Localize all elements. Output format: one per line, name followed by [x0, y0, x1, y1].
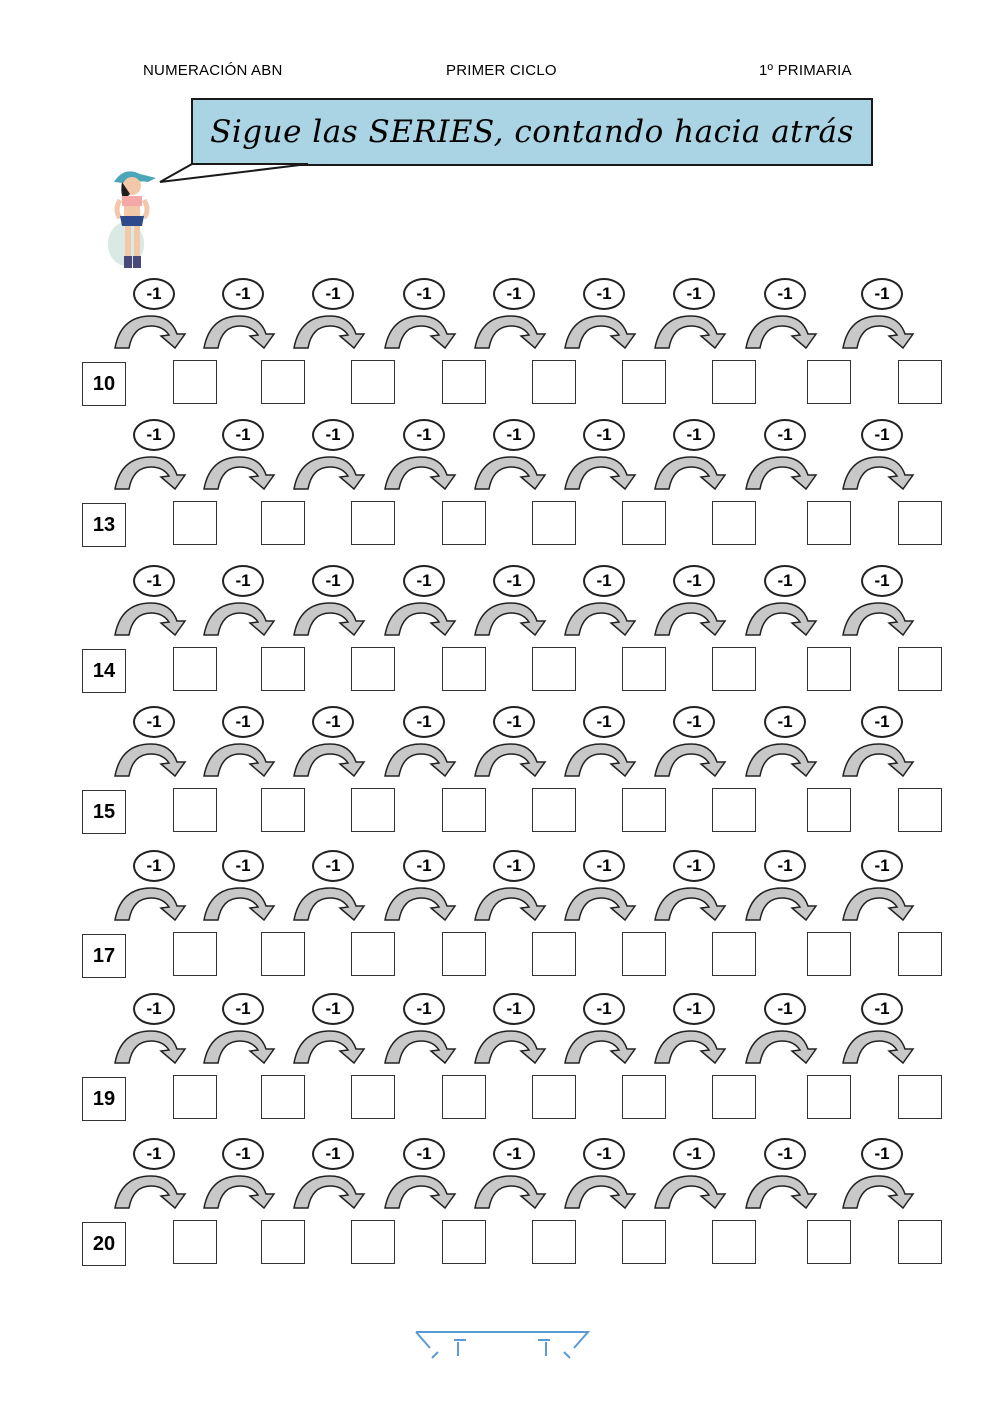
- answer-box[interactable]: [532, 1075, 576, 1119]
- answer-box[interactable]: [622, 1075, 666, 1119]
- minus-one-step-label: -1: [312, 278, 354, 310]
- minus-one-step-label: -1: [764, 706, 806, 738]
- minus-one-step-label: -1: [764, 850, 806, 882]
- answer-box[interactable]: [622, 932, 666, 976]
- answer-box[interactable]: [807, 1220, 851, 1264]
- answer-box[interactable]: [261, 647, 305, 691]
- answer-box[interactable]: [622, 360, 666, 404]
- answer-box[interactable]: [807, 647, 851, 691]
- minus-one-step-label: -1: [222, 706, 264, 738]
- curved-arrow-icon: [651, 451, 737, 493]
- answer-box[interactable]: [173, 932, 217, 976]
- curved-arrow-icon: [111, 1025, 197, 1067]
- start-number-box: 13: [82, 503, 126, 547]
- answer-box[interactable]: [173, 360, 217, 404]
- minus-one-step-label: -1: [222, 565, 264, 597]
- minus-one-step-label: -1: [764, 419, 806, 451]
- answer-box[interactable]: [712, 647, 756, 691]
- start-number-box: 10: [82, 362, 126, 406]
- minus-one-step-label: -1: [583, 419, 625, 451]
- curved-arrow-icon: [200, 597, 286, 639]
- answer-box[interactable]: [807, 1075, 851, 1119]
- curved-arrow-icon: [200, 310, 286, 352]
- start-number-box: 17: [82, 934, 126, 978]
- answer-box[interactable]: [807, 501, 851, 545]
- curved-arrow-icon: [471, 738, 557, 780]
- minus-one-step-label: -1: [133, 850, 175, 882]
- curved-arrow-icon: [651, 738, 737, 780]
- minus-one-step-label: -1: [583, 565, 625, 597]
- curved-arrow-icon: [839, 451, 925, 493]
- curved-arrow-icon: [742, 1170, 828, 1212]
- answer-box[interactable]: [712, 1075, 756, 1119]
- minus-one-step-label: -1: [764, 1138, 806, 1170]
- answer-box[interactable]: [532, 788, 576, 832]
- series-row: [0, 411, 1000, 541]
- minus-one-step-label: -1: [493, 850, 535, 882]
- curved-arrow-icon: [290, 882, 376, 924]
- answer-box[interactable]: [532, 1220, 576, 1264]
- minus-one-step-label: -1: [133, 278, 175, 310]
- curved-arrow-icon: [381, 310, 467, 352]
- answer-box[interactable]: [898, 360, 942, 404]
- minus-one-step-label: -1: [861, 993, 903, 1025]
- minus-one-step-label: -1: [861, 419, 903, 451]
- footer-logo-icon: [414, 1328, 590, 1360]
- minus-one-step-label: -1: [133, 993, 175, 1025]
- answer-box[interactable]: [351, 788, 395, 832]
- start-number-box: 19: [82, 1077, 126, 1121]
- answer-box[interactable]: [712, 360, 756, 404]
- curved-arrow-icon: [471, 310, 557, 352]
- curved-arrow-icon: [561, 597, 647, 639]
- curved-arrow-icon: [651, 597, 737, 639]
- series-row: [0, 270, 1000, 400]
- minus-one-step-label: -1: [493, 1138, 535, 1170]
- answer-box[interactable]: [351, 932, 395, 976]
- curved-arrow-icon: [290, 451, 376, 493]
- curved-arrow-icon: [742, 597, 828, 639]
- answer-box[interactable]: [532, 932, 576, 976]
- curved-arrow-icon: [651, 882, 737, 924]
- curved-arrow-icon: [839, 1025, 925, 1067]
- answer-box[interactable]: [261, 1220, 305, 1264]
- minus-one-step-label: -1: [673, 419, 715, 451]
- answer-box[interactable]: [898, 1220, 942, 1264]
- curved-arrow-icon: [381, 451, 467, 493]
- answer-box[interactable]: [712, 1220, 756, 1264]
- minus-one-step-label: -1: [764, 565, 806, 597]
- answer-box[interactable]: [898, 501, 942, 545]
- answer-box[interactable]: [261, 1075, 305, 1119]
- answer-box[interactable]: [622, 647, 666, 691]
- minus-one-step-label: -1: [222, 993, 264, 1025]
- curved-arrow-icon: [561, 738, 647, 780]
- curved-arrow-icon: [561, 1170, 647, 1212]
- curved-arrow-icon: [111, 882, 197, 924]
- minus-one-step-label: -1: [312, 419, 354, 451]
- minus-one-step-label: -1: [673, 565, 715, 597]
- curved-arrow-icon: [471, 451, 557, 493]
- minus-one-step-label: -1: [861, 706, 903, 738]
- answer-box[interactable]: [712, 788, 756, 832]
- curved-arrow-icon: [381, 1170, 467, 1212]
- minus-one-step-label: -1: [403, 565, 445, 597]
- curved-arrow-icon: [290, 597, 376, 639]
- curved-arrow-icon: [839, 1170, 925, 1212]
- answer-box[interactable]: [898, 647, 942, 691]
- minus-one-step-label: -1: [861, 278, 903, 310]
- curved-arrow-icon: [381, 882, 467, 924]
- start-number-box: 14: [82, 649, 126, 693]
- curved-arrow-icon: [651, 1170, 737, 1212]
- start-number-box: 15: [82, 790, 126, 834]
- minus-one-step-label: -1: [403, 1138, 445, 1170]
- answer-box[interactable]: [351, 1075, 395, 1119]
- curved-arrow-icon: [200, 1170, 286, 1212]
- minus-one-step-label: -1: [673, 706, 715, 738]
- minus-one-step-label: -1: [222, 278, 264, 310]
- answer-box[interactable]: [173, 501, 217, 545]
- page-title: Sigue las SERIES, contando hacia atrás: [210, 114, 854, 150]
- answer-box[interactable]: [351, 501, 395, 545]
- minus-one-step-label: -1: [583, 706, 625, 738]
- minus-one-step-label: -1: [403, 993, 445, 1025]
- minus-one-step-label: -1: [403, 278, 445, 310]
- answer-box[interactable]: [532, 360, 576, 404]
- curved-arrow-icon: [561, 1025, 647, 1067]
- minus-one-step-label: -1: [583, 1138, 625, 1170]
- minus-one-step-label: -1: [493, 993, 535, 1025]
- minus-one-step-label: -1: [133, 419, 175, 451]
- curved-arrow-icon: [111, 597, 197, 639]
- series-row: [0, 985, 1000, 1115]
- curved-arrow-icon: [381, 1025, 467, 1067]
- minus-one-step-label: -1: [133, 565, 175, 597]
- curved-arrow-icon: [471, 597, 557, 639]
- minus-one-step-label: -1: [133, 1138, 175, 1170]
- minus-one-step-label: -1: [764, 278, 806, 310]
- curved-arrow-icon: [290, 738, 376, 780]
- minus-one-step-label: -1: [403, 850, 445, 882]
- answer-box[interactable]: [442, 1220, 486, 1264]
- curved-arrow-icon: [471, 1025, 557, 1067]
- minus-one-step-label: -1: [222, 850, 264, 882]
- curved-arrow-icon: [839, 597, 925, 639]
- minus-one-step-label: -1: [312, 565, 354, 597]
- curved-arrow-icon: [471, 882, 557, 924]
- minus-one-step-label: -1: [583, 278, 625, 310]
- minus-one-step-label: -1: [312, 706, 354, 738]
- header-center: PRIMER CICLO: [446, 62, 557, 79]
- minus-one-step-label: -1: [493, 278, 535, 310]
- answer-box[interactable]: [622, 501, 666, 545]
- answer-box[interactable]: [532, 501, 576, 545]
- answer-box[interactable]: [173, 1220, 217, 1264]
- answer-box[interactable]: [712, 932, 756, 976]
- answer-box[interactable]: [622, 1220, 666, 1264]
- curved-arrow-icon: [111, 1170, 197, 1212]
- answer-box[interactable]: [442, 932, 486, 976]
- header-right: 1º PRIMARIA: [759, 62, 852, 79]
- minus-one-step-label: -1: [493, 565, 535, 597]
- answer-box[interactable]: [351, 647, 395, 691]
- minus-one-step-label: -1: [764, 993, 806, 1025]
- minus-one-step-label: -1: [673, 993, 715, 1025]
- curved-arrow-icon: [651, 310, 737, 352]
- series-row: [0, 842, 1000, 972]
- answer-box[interactable]: [173, 647, 217, 691]
- curved-arrow-icon: [742, 310, 828, 352]
- header-left: NUMERACIÓN ABN: [143, 62, 283, 79]
- minus-one-step-label: -1: [312, 993, 354, 1025]
- answer-box[interactable]: [622, 788, 666, 832]
- answer-box[interactable]: [807, 788, 851, 832]
- curved-arrow-icon: [200, 451, 286, 493]
- curved-arrow-icon: [742, 738, 828, 780]
- curved-arrow-icon: [200, 738, 286, 780]
- answer-box[interactable]: [442, 501, 486, 545]
- curved-arrow-icon: [381, 597, 467, 639]
- answer-box[interactable]: [173, 788, 217, 832]
- answer-box[interactable]: [261, 788, 305, 832]
- minus-one-step-label: -1: [222, 1138, 264, 1170]
- minus-one-step-label: -1: [583, 850, 625, 882]
- minus-one-step-label: -1: [673, 278, 715, 310]
- answer-box[interactable]: [173, 1075, 217, 1119]
- answer-box[interactable]: [261, 360, 305, 404]
- minus-one-step-label: -1: [493, 706, 535, 738]
- answer-box[interactable]: [807, 932, 851, 976]
- minus-one-step-label: -1: [222, 419, 264, 451]
- series-row: [0, 698, 1000, 828]
- answer-box[interactable]: [442, 788, 486, 832]
- answer-box[interactable]: [532, 647, 576, 691]
- minus-one-step-label: -1: [312, 1138, 354, 1170]
- curved-arrow-icon: [290, 1025, 376, 1067]
- answer-box[interactable]: [351, 1220, 395, 1264]
- answer-box[interactable]: [898, 1075, 942, 1119]
- answer-box[interactable]: [807, 360, 851, 404]
- curved-arrow-icon: [200, 1025, 286, 1067]
- curved-arrow-icon: [290, 1170, 376, 1212]
- minus-one-step-label: -1: [861, 1138, 903, 1170]
- curved-arrow-icon: [839, 882, 925, 924]
- minus-one-step-label: -1: [312, 850, 354, 882]
- curved-arrow-icon: [651, 1025, 737, 1067]
- curved-arrow-icon: [200, 882, 286, 924]
- minus-one-step-label: -1: [861, 565, 903, 597]
- curved-arrow-icon: [742, 451, 828, 493]
- curved-arrow-icon: [381, 738, 467, 780]
- series-row: [0, 1130, 1000, 1260]
- answer-box[interactable]: [898, 932, 942, 976]
- minus-one-step-label: -1: [133, 706, 175, 738]
- answer-box[interactable]: [442, 647, 486, 691]
- series-row: [0, 557, 1000, 687]
- answer-box[interactable]: [351, 360, 395, 404]
- curved-arrow-icon: [561, 882, 647, 924]
- curved-arrow-icon: [111, 310, 197, 352]
- minus-one-step-label: -1: [673, 1138, 715, 1170]
- curved-arrow-icon: [290, 310, 376, 352]
- minus-one-step-label: -1: [403, 419, 445, 451]
- minus-one-step-label: -1: [673, 850, 715, 882]
- minus-one-step-label: -1: [493, 419, 535, 451]
- curved-arrow-icon: [839, 738, 925, 780]
- minus-one-step-label: -1: [583, 993, 625, 1025]
- curved-arrow-icon: [561, 310, 647, 352]
- answer-box[interactable]: [712, 501, 756, 545]
- curved-arrow-icon: [742, 1025, 828, 1067]
- answer-box[interactable]: [261, 932, 305, 976]
- curved-arrow-icon: [561, 451, 647, 493]
- minus-one-step-label: -1: [861, 850, 903, 882]
- curved-arrow-icon: [111, 738, 197, 780]
- curved-arrow-icon: [111, 451, 197, 493]
- answer-box[interactable]: [442, 1075, 486, 1119]
- answer-box[interactable]: [261, 501, 305, 545]
- curved-arrow-icon: [839, 310, 925, 352]
- answer-box[interactable]: [442, 360, 486, 404]
- curved-arrow-icon: [742, 882, 828, 924]
- curved-arrow-icon: [471, 1170, 557, 1212]
- answer-box[interactable]: [898, 788, 942, 832]
- minus-one-step-label: -1: [403, 706, 445, 738]
- start-number-box: 20: [82, 1222, 126, 1266]
